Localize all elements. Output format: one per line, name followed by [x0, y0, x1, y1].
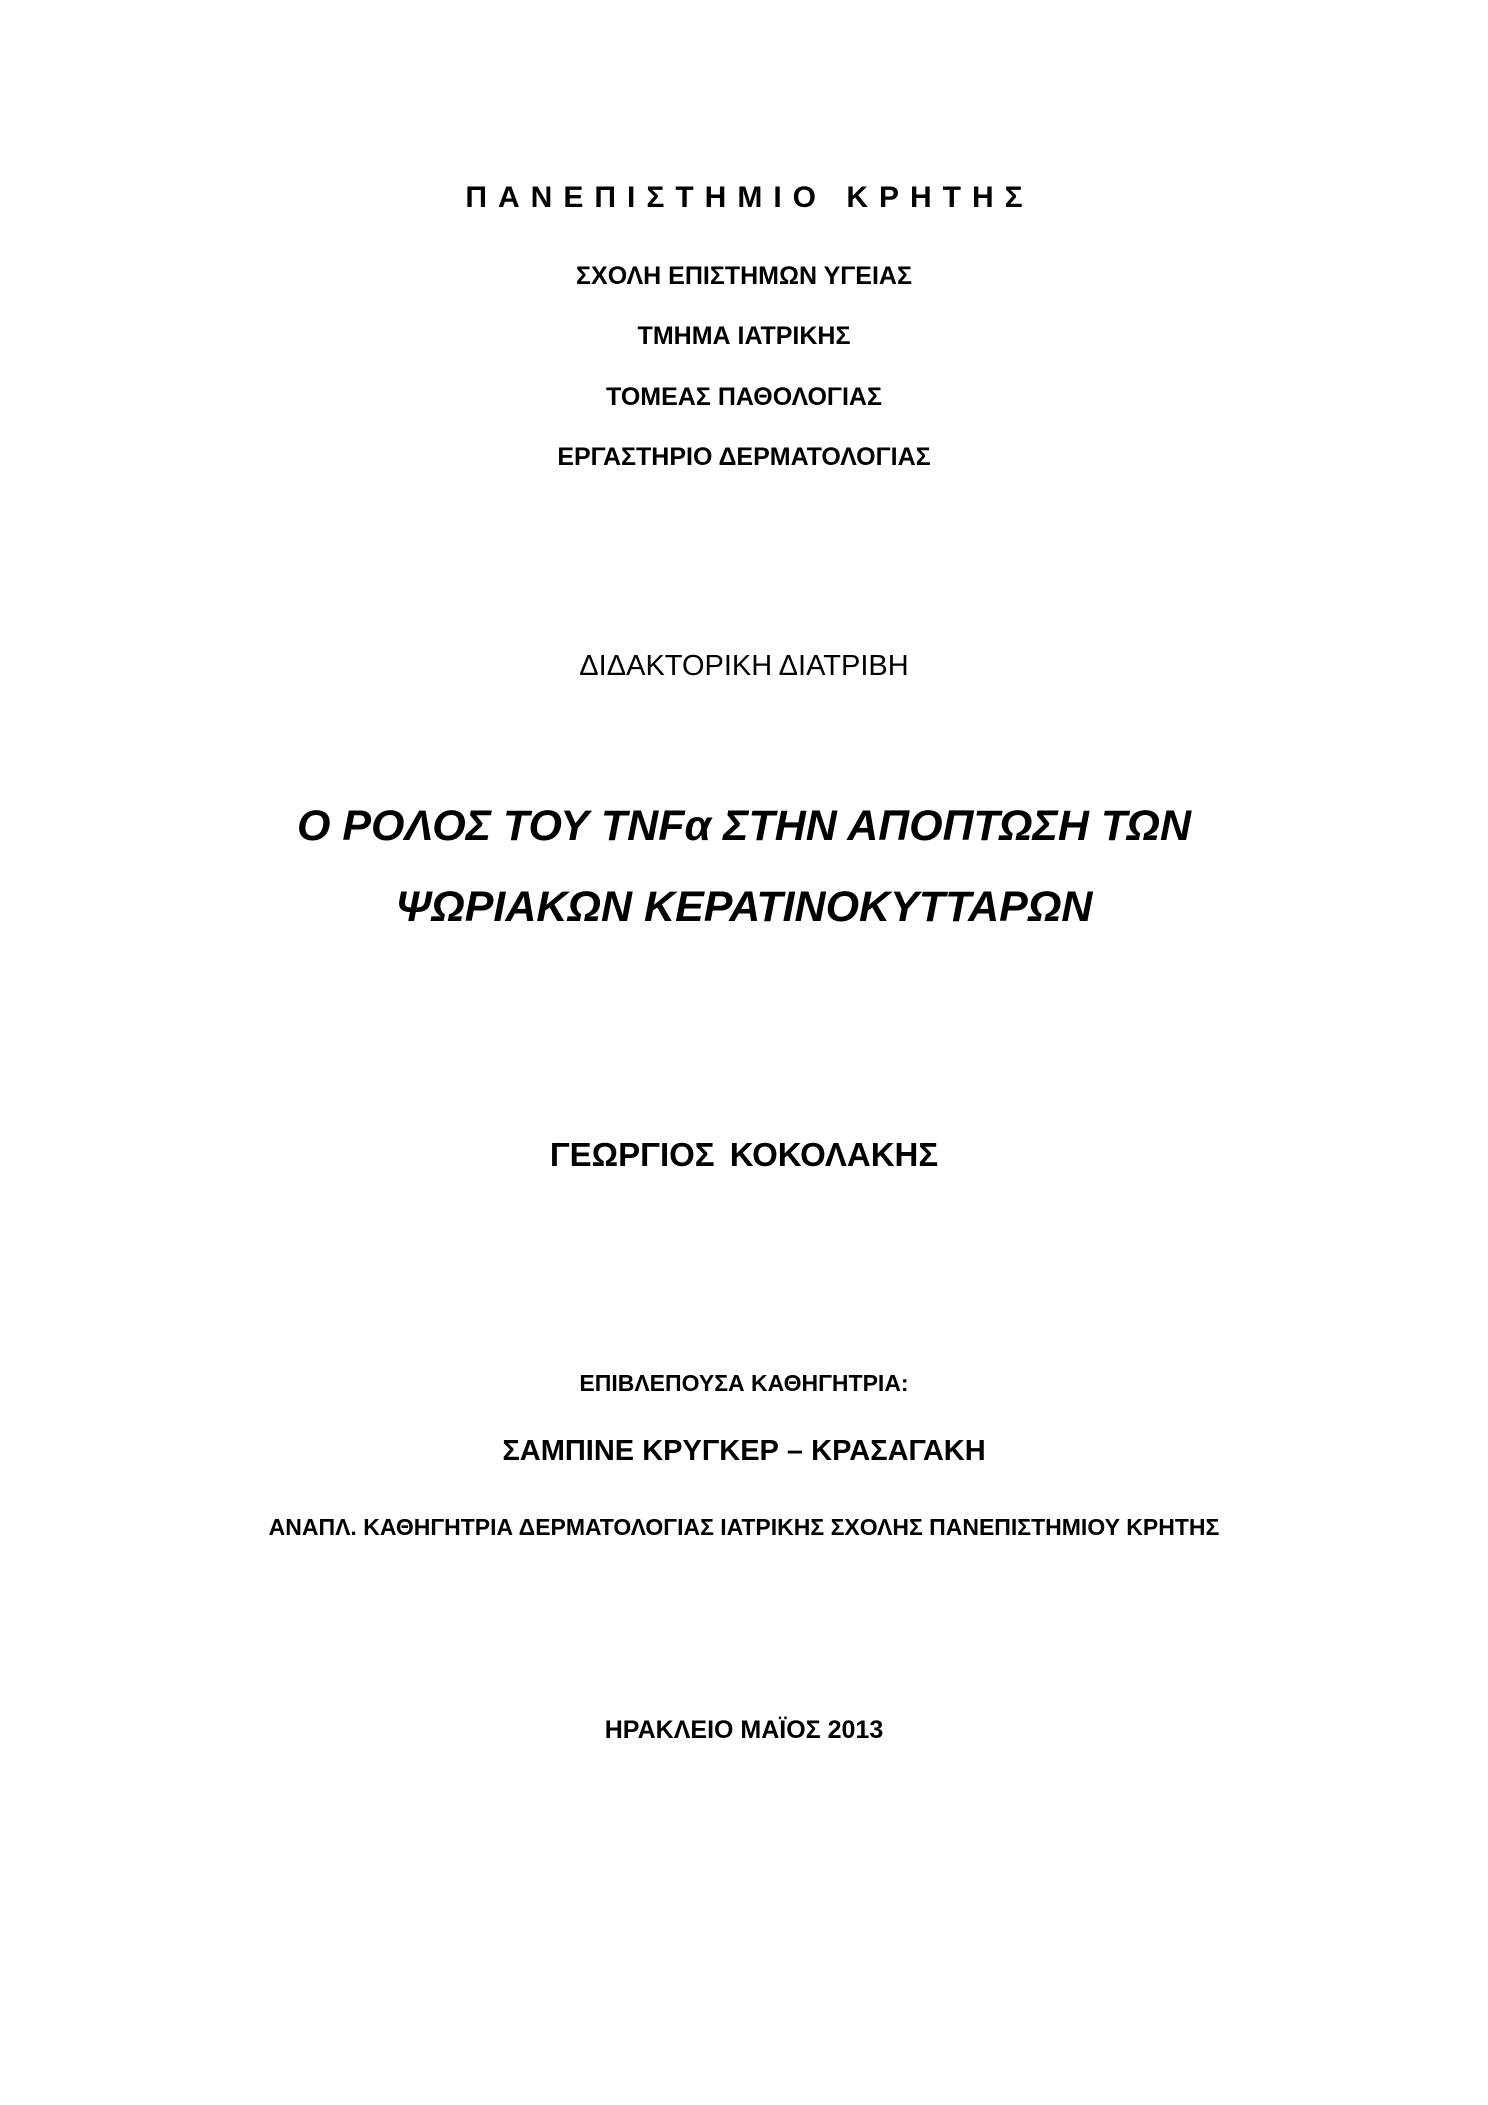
university-name: ΠΑΝΕΠΙΣΤΗΜΙΟ ΚΡΗΤΗΣ — [465, 181, 1034, 214]
laboratory-name: ΕΡΓΑΣΤΗΡΙΟ ΔΕΡΜΑΤΟΛΟΓΙΑΣ — [557, 443, 931, 471]
place-and-date: ΗΡΑΚΛΕΙΟ ΜΑΪΟΣ 2013 — [604, 1716, 884, 1744]
supervisor-label: ΕΠΙΒΛΕΠΟΥΣΑ ΚΑΘΗΓΗΤΡΙΑ: — [579, 1370, 909, 1396]
thesis-title-line-1: Ο ΡΟΛΟΣ ΤΟΥ TNFα ΣΤΗΝ ΑΠΟΠΤΩΣΗ ΤΩΝ — [296, 802, 1191, 850]
document-type: ΔΙΔΑΚΤΟΡΙΚΗ ΔΙΑΤΡΙΒΗ — [579, 650, 909, 682]
supervisor-position: ΑΝΑΠΛ. ΚΑΘΗΓΗΤΡΙΑ ΔΕΡΜΑΤΟΛΟΓΙΑΣ ΙΑΤΡΙΚΗΣ ΣΧΟΛΗΣ ΠΑΝΕΠΙΣΤΗΜΙΟΥ ΚΡΗΤΗΣ — [268, 1514, 1220, 1540]
sector-name: ΤΟΜΕΑΣ ΠΑΘΟΛΟΓΙΑΣ — [606, 383, 882, 411]
department-name: ΤΜΗΜΑ ΙΑΤΡΙΚΗΣ — [637, 322, 851, 350]
supervisor-name: ΣΑΜΠΙΝΕ ΚΡΥΓΚΕΡ – ΚΡΑΣΑΓΑΚΗ — [502, 1435, 986, 1467]
school-name: ΣΧΟΛΗ ΕΠΙΣΤΗΜΩΝ ΥΓΕΙΑΣ — [576, 262, 912, 290]
thesis-title-line-2: ΨΩΡΙΑΚΩΝ ΚΕΡΑΤΙΝΟΚΥΤΤΑΡΩΝ — [395, 883, 1093, 931]
author-name: ΓΕΩΡΓΙΟΣ ΚΟΚΟΛΑΚΗΣ — [549, 1136, 939, 1173]
